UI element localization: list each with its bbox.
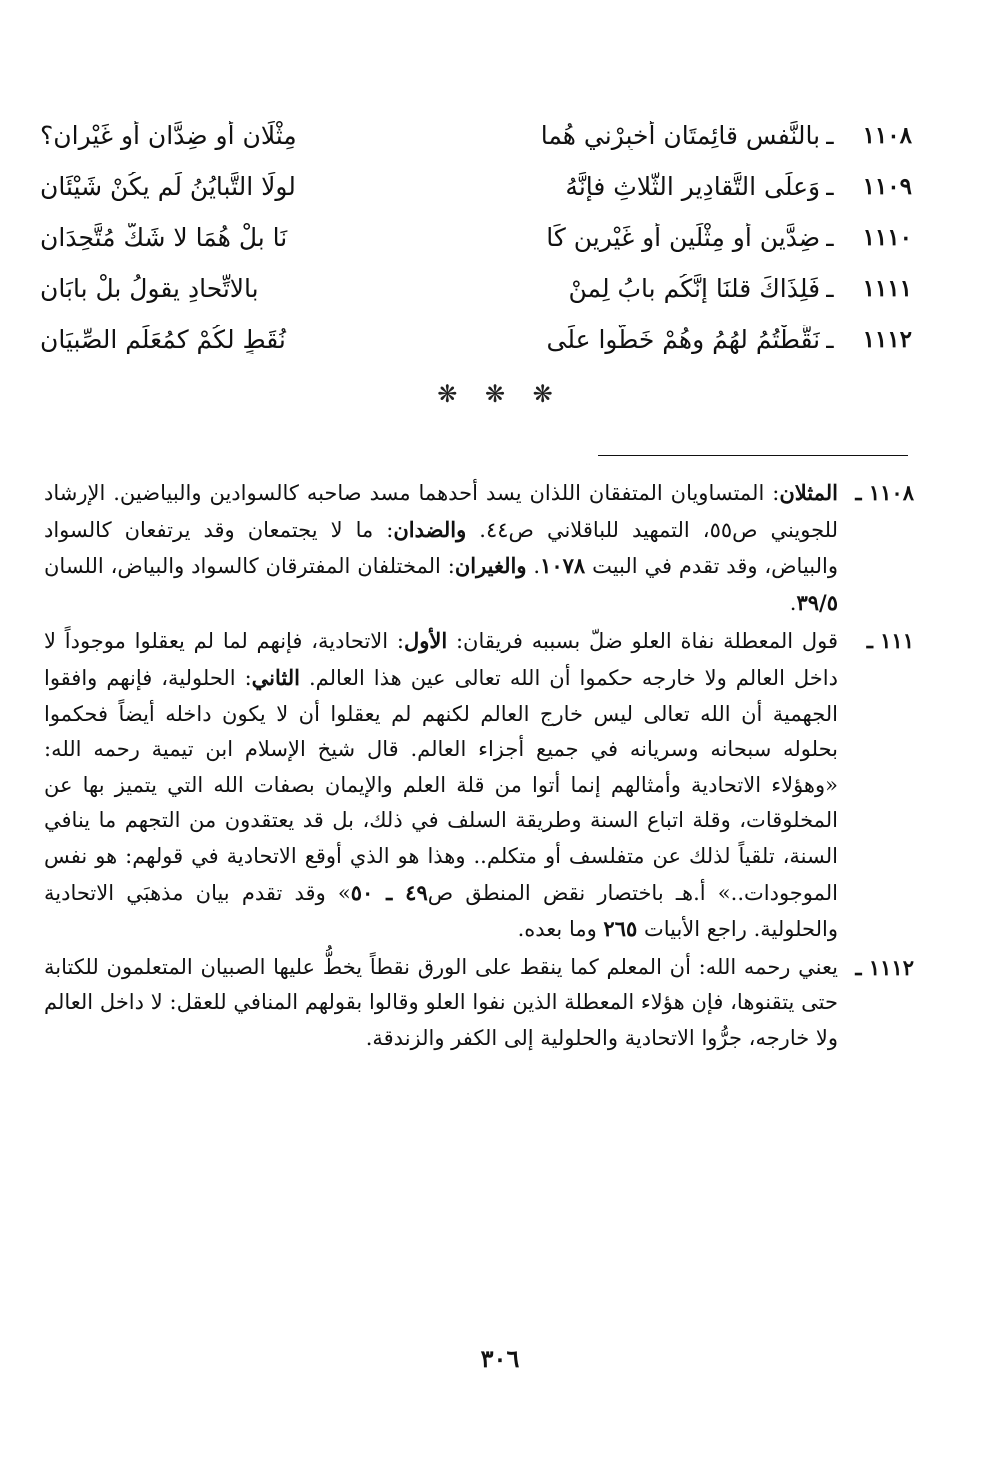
term-mithlan: المثلان [779,480,838,505]
verse-first-hemistich: وَعلَى التَّقادِيرِ الثَّلاثِ فإنَّهُ [565,172,821,201]
verse-row [40,212,912,263]
section-separator: ❋ ❋ ❋ [437,380,563,408]
footnote-text: المثلان: المتساويان المتفقان اللذان يسد أحدهما مسد صاحبه كالسوادين والبياضين. الإرشاد للجويني ص٥٥، التمهيد للباقلاني ص٤٤. والضدان: ما لا يجتمعان وقد يرتفعان كالسواد والبياض، وقد تقدم في البيت ١٠٧٨. والغيران: المختلفان المفترقان كالسواد والبياض، اللسان ٣٩/٥. [44,480,838,615]
page-number: ٣٠٦ [480,1344,520,1373]
verse-second-hemistich: مِثْلَانِ أو ضِدَّانِ أو غَيْرانِ؟ [40,121,297,150]
page-reference: ٤٩ ـ ٥٠ [350,879,428,905]
verse-row [40,110,912,161]
term-second: الثاني [251,664,300,690]
verse-row [40,263,912,314]
verse-number: ١١١٠ [862,224,912,251]
footnotes [44,475,914,1059]
verse-second-hemistich: لولَا التَّبايُنُ لَم يكُنْ شَيْئَانِ [40,172,296,201]
footnote-text: يعني رحمه الله: أن المعلم كما ينقط على الورق نقطاً يخطُّ عليها الصبيان المتعلمون للكتابة حتى يتقنوها، فإن هؤلاء المعطلة الذين نفوا العلو وقالوا بقولهم المنافي للعقل: لا داخل العالم ولا خارجه، جرُّوا الاتحادية والحلولية إلى الكفر والزندقة. [44,954,838,1050]
footnote-number: ١١١ ـ [866,628,914,654]
verse-first-hemistich: فَلِذَاكَ قلنَا إنَّكُم بابُ لِمنْ [568,274,821,303]
verse-dash: ـ [826,325,834,354]
footnote-divider [598,455,908,456]
footnote-1108 [44,475,914,621]
verse-second-hemistich: نُقَطٍ لكُمْ كمُعَلِّمِ الصِّبيَانِ [40,325,286,354]
verse-number: ١١١٢ [862,326,912,353]
poem-verses [40,110,912,365]
verse-first-hemistich: نَقَّطْتُمُ لهُمُ وهُمْ خَطُّوا علَى [546,325,821,354]
footnote-1111 [44,623,914,947]
footnote-number: ١١٠٨ ـ [855,480,914,505]
verse-number: ١١٠٩ [862,173,912,200]
verse-reference: ١٠٧٨ [540,553,586,579]
verse-second-hemistich: نَا بلْ هُمَا لا شَكَّ مُتَّحِدَانِ [40,223,288,252]
verses-reference: ٢٦٥ [603,916,638,942]
verse-row [40,314,912,365]
verse-dash: ـ [826,172,834,201]
verse-second-hemistich: بالاتِّحادِ يقولُ بلْ بابَانِ [40,274,259,303]
verse-dash: ـ [826,274,834,303]
footnote-1112 [44,950,914,1057]
footnote-text: قول المعطلة نفاة العلو ضلّ بسببه فريقان: الأول: الاتحادية، فإنهم لما لم يعقلوا موجوداً لا داخل العالم ولا خارجه حكموا أن الله تعالى عين هذا العالم. الثاني: الحلولية، فإنهم وافقوا الجهمية أن الله تعالى ليس خارج العالم لكنهم لم يعقلوا أن لا يكون داخله أيضاً فحكموا بحلوله سبحانه وسريانه في جميع أجزاء العالم. قال شيخ الإسلام ابن تيمية رحمه الله: «وهؤلاء الاتحادية وأمثالهم إنما أتوا من قلة العلم والإيمان بصفات الله التي يتميز بها عن المخلوقات، وقلة اتباع السنة وطريقة السلف في ذلك، بل قد يعتقدون من التجهم ما ينافي السنة، تلقياً لذلك عن متفلسف أو متكلم.. وهذا هو الذي أوقع الاتحادية في قولهم: هو نفس الموجودات..» أ.هـ باختصار نقض المنطق ص٤٩ ـ ٥٠» وقد تقدم بيان مذهبَي الاتحادية والحلولية. راجع الأبيات ٢٦٥ وما بعده. [44,628,838,942]
verse-first-hemistich: ضِدَّينِ أو مِثْلَينِ أو غَيْرينِ كَا [546,223,821,252]
footnote-number: ١١١٢ ـ [855,954,914,980]
verse-row [40,161,912,212]
verse-dash: ـ [826,121,834,150]
verse-number: ١١٠٨ [862,122,912,149]
lisan-reference: ٣٩/٥ [796,589,838,615]
verse-dash: ـ [826,223,834,252]
term-ghayran: والغيران [454,553,527,579]
term-didan: والضدان [393,516,467,542]
verse-first-hemistich: بالنَّفسِ قائِمتَانِ أخبِرْني هُما [540,121,821,150]
term-first: الأول [403,628,448,654]
verse-number: ١١١١ [862,275,912,302]
